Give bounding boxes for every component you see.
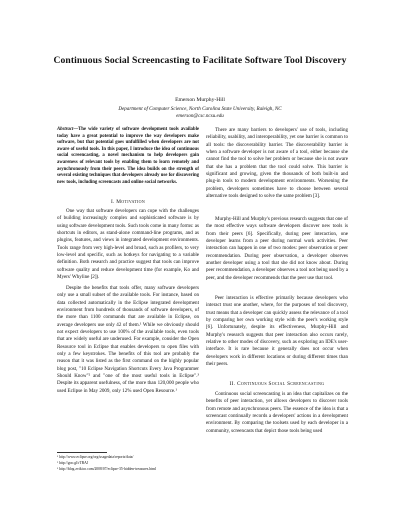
paragraph: Murphy-Hill and Murphy's previous research suggests that one of the most effective ways software developers discover new tools is from their peers [6]. Specifically, during peer interaction, one developer learns from a peer during normal work activities. Peer interaction can happen in one of two modes: peer observation or peer recommendation. During peer observation, a developer observes another developer using a tool that she did not know about. During peer recommendation, a developer observes a tool not being used by a peer, and the developer recommends that the peer use that tool. <box>206 216 348 281</box>
paragraph: Despite the benefits that tools offer, many software developers only use a small subset of the available tools. For instance, based on data collected automatically in the Eclipse integrated development environment from hundreds of thousands of software developers, of the more than 1100 commands that are available in Eclipse, on average developers use only 42 of them.¹ While we obviously should not expect developers to use 100% of the available tools, even tools that are widely useful are underused. For example, consider the Open Resource tool in Eclipse that enables developers to open files with only a few keystrokes. The benefits of this tool are probably the reason that it was listed as the first command on the highly popular blog post, "10 Eclipse Navigation Shortcuts Every Java Programmer Should Know"² and "one of the most useful tools in Eclipse".³ Despite its apparent usefulness, of the more than 120,000 people who used Eclipse in May 2009, only 12% used Open Resource.¹ <box>57 285 199 394</box>
footnote: ³ http://blog.zvikico.com/2008/07/eclipse-35-hidden-treasures.html <box>57 467 157 471</box>
footnote: ¹ http://www.eclipse.org/org/usagedata/reports/data/ <box>57 455 134 459</box>
section-number: I. <box>110 199 115 205</box>
section-title: Continuous Social Screencasting <box>237 381 325 387</box>
paragraph: Continuous social screencasting is an idea that capitalizes on the benefits of peer interaction, yet allows developers to discover tools from remote and asynchronous peers. The essence of the idea is that a screencast continually records a developers' actions in a development environment. By comparing the toolsets used by each developer in a community, screencasts that depict those tools being used <box>206 391 348 434</box>
paper-title: Continuous Social Screencasting to Facilitate Software Tool Discovery <box>53 55 347 66</box>
abstract <box>57 127 199 186</box>
author-affiliation: Department of Computer Science, North Carolina State University, Raleigh, NC <box>118 106 282 112</box>
section-title: Motivation <box>116 199 146 205</box>
abstract-body: —The wide variety of software development tools available today have a great potential to improve the way developers make software, but that potential goes unfulfilled when developers are not aware of useful tools. In this paper, I introduce the idea of continuous social screencasting, a novel mechanism to help developers gain awareness of relevant tools by enabling them to learn remotely and asynchronously from their peers. The idea builds on the strength of several existing techniques that developers already use for discovering new tools, including screencasts and online social networks. <box>57 127 199 185</box>
paragraph: One way that software developers can cope with the challenges of building increasingly complex and sophisticated software is by using software development tools. Such tools come in many forms: as shortcuts in editors, as stand-alone command-line programs, and as plugins, features, and views in integrated development environments. Tools range from very high-level and broad, such as profilers, to very low-level and specific, such as hotkeys for navigating to a variable definition. Both research and practice suggest that tools can improve software quality and reduce development time (for example, Ko and Myers' Whyline [2]). <box>57 208 199 281</box>
author-email: emerson@csc.ncsu.edu <box>176 113 224 119</box>
paragraph: There are many barriers to developers' use of tools, including reliability, usability, and interoperability, yet one barrier is common to all tools: the discoverability barrier. The discoverability barrier is when a software developer is not aware of a tool, either because she cannot find the tool to solve her problem or because she is not aware that she has a problem that the tool could solve. This barrier is significant and growing, given the thousands of both built-in and plug-in tools to modern development environments. Worsening the problem, developers sometimes have to choose between several alternative tools designed to solve the same problem [3]. <box>206 127 348 200</box>
footnote: ² http://goo.gl/rTBAJ <box>57 461 89 465</box>
section-number: II. <box>229 381 236 387</box>
abstract-lead: Abstract <box>57 127 74 132</box>
footnote-divider <box>57 452 107 453</box>
paragraph: Peer interaction is effective primarily because developers who interact trust one another, where, for the purposes of tool discovery, trust means that a developer can quickly assess the relevance of a tool by comparing her own working style with the peer's working style [6]. Unfortunately, despite its effectiveness, Murphy-Hill and Murphy's research suggests that peer interaction also occurs rarely, relative to other modes of discovery, such as exploring an IDE's user-interface. It is rare because it generally does not occur when developers work in different locations or during different times than their peers. <box>206 295 348 368</box>
section-heading-css <box>206 381 348 387</box>
section-heading-motivation <box>57 199 199 205</box>
author-name: Emerson Murphy-Hill <box>175 97 225 103</box>
